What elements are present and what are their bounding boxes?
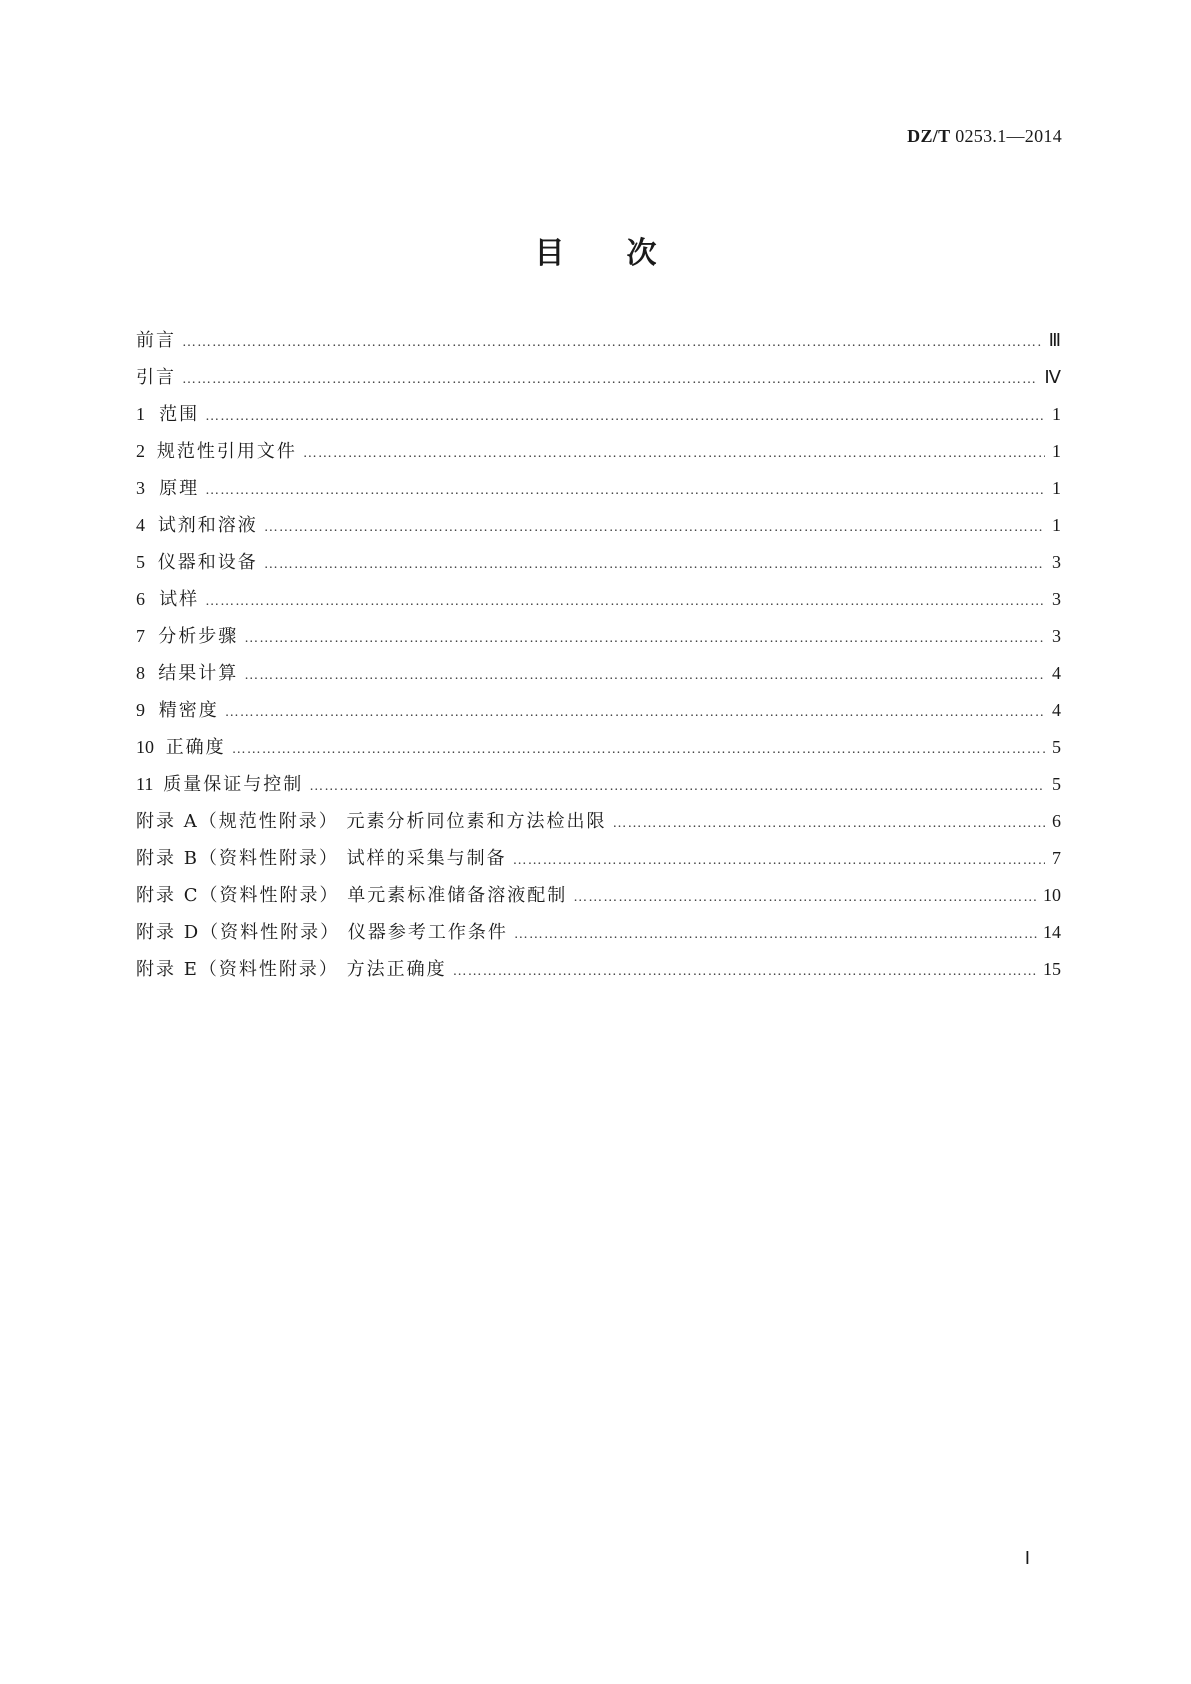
toc-entry-page: 1 (1052, 441, 1061, 461)
toc-entry[interactable] (136, 400, 1061, 437)
toc-entry-label: 附录 B（资料性附录） 试样的采集与制备 (136, 848, 507, 869)
toc-list (136, 326, 1061, 992)
toc-entry[interactable] (136, 363, 1061, 400)
toc-entry-label: 正确度 (165, 737, 226, 758)
toc-entry-page: 1 (1052, 478, 1061, 498)
toc-entry-number: 6 (136, 589, 145, 609)
toc-entry-page: 7 (1052, 848, 1061, 868)
toc-entry-page: 5 (1052, 737, 1061, 757)
toc-dot-leader (513, 853, 1045, 869)
toc-entry[interactable] (136, 918, 1061, 955)
toc-dot-leader (573, 890, 1037, 906)
toc-entry-label: 精密度 (158, 700, 219, 721)
toc-dot-leader (303, 446, 1045, 462)
toc-dot-leader (182, 372, 1038, 388)
toc-entry[interactable] (136, 955, 1061, 992)
toc-entry-number: 8 (136, 663, 145, 683)
toc-entry-page: 6 (1052, 811, 1061, 831)
toc-entry-page: 1 (1052, 515, 1061, 535)
toc-dot-leader (309, 779, 1045, 795)
toc-entry-page: 5 (1052, 774, 1061, 794)
toc-entry[interactable] (136, 511, 1061, 548)
toc-entry-label: 试剂和溶液 (157, 515, 258, 536)
toc-entry-page: 3 (1052, 626, 1061, 646)
toc-entry[interactable] (136, 881, 1061, 918)
toc-entry-label: 引言 (136, 367, 176, 388)
toc-entry-label: 规范性引用文件 (156, 441, 297, 462)
toc-entry-number: 3 (136, 478, 145, 498)
toc-entry-label: 附录 A（规范性附录） 元素分析同位素和方法检出限 (136, 811, 607, 832)
toc-dot-leader (225, 705, 1045, 721)
toc-entry[interactable] (136, 437, 1061, 474)
toc-entry-number: 1 (136, 404, 145, 424)
toc-entry[interactable] (136, 548, 1061, 585)
toc-entry-number: 10 (136, 737, 154, 757)
toc-entry-label: 结果计算 (158, 663, 239, 684)
toc-entry[interactable] (136, 696, 1061, 733)
toc-entry-page: 1 (1052, 404, 1061, 424)
toc-entry-page: Ⅳ (1044, 367, 1061, 387)
toc-entry-number: 9 (136, 700, 145, 720)
toc-entry-label: 附录 C（资料性附录） 单元素标准储备溶液配制 (136, 885, 568, 906)
toc-entry-number: 7 (136, 626, 145, 646)
toc-dot-leader (612, 816, 1045, 832)
toc-entry-label: 附录 E（资料性附录） 方法正确度 (136, 959, 447, 980)
toc-entry-page: 3 (1052, 552, 1061, 572)
toc-entry-label: 原理 (159, 478, 200, 499)
toc-dot-leader (264, 557, 1045, 573)
toc-dot-leader (244, 668, 1045, 684)
toc-dot-leader (514, 927, 1037, 943)
toc-entry-label: 仪器和设备 (157, 552, 258, 573)
toc-entry-label: 范围 (159, 404, 200, 425)
toc-entry-label: 附录 D（资料性附录） 仪器参考工作条件 (136, 922, 508, 943)
toc-entry-page: Ⅲ (1048, 330, 1061, 350)
toc-entry-page: 4 (1052, 700, 1061, 720)
toc-entry[interactable] (136, 585, 1061, 622)
toc-entry[interactable] (136, 770, 1061, 807)
toc-entry-number: 11 (136, 774, 154, 794)
toc-entry-page: 10 (1043, 885, 1061, 905)
toc-entry-label: 前言 (136, 330, 176, 351)
toc-dot-leader (453, 964, 1037, 980)
toc-dot-leader (264, 520, 1045, 536)
toc-dot-leader (205, 594, 1045, 610)
toc-entry-label: 分析步骤 (158, 626, 239, 647)
toc-entry-page: 4 (1052, 663, 1061, 683)
toc-title: 目次 (534, 236, 719, 271)
toc-entry[interactable] (136, 659, 1061, 696)
toc-entry-page: 3 (1052, 589, 1061, 609)
toc-entry[interactable] (136, 622, 1061, 659)
toc-entry-label: 质量保证与控制 (163, 774, 304, 795)
toc-entry[interactable] (136, 733, 1061, 770)
toc-entry-page: 14 (1043, 922, 1061, 942)
toc-entry-number: 4 (136, 515, 145, 535)
toc-entry-page: 15 (1043, 959, 1061, 979)
page-number: Ⅰ (1024, 1548, 1030, 1568)
document-code-number: 0253.1—2014 (950, 126, 1062, 146)
toc-dot-leader (205, 409, 1045, 425)
toc-entry-label: 试样 (159, 589, 200, 610)
toc-dot-leader (182, 335, 1043, 351)
toc-entry-number: 5 (136, 552, 145, 572)
toc-entry[interactable] (136, 326, 1061, 363)
toc-dot-leader (232, 742, 1045, 758)
document-code (907, 126, 1062, 147)
toc-dot-leader (244, 631, 1045, 647)
toc-entry[interactable] (136, 844, 1061, 881)
toc-entry-number: 2 (136, 441, 145, 461)
toc-entry[interactable] (136, 807, 1061, 844)
toc-dot-leader (205, 483, 1045, 499)
toc-entry[interactable] (136, 474, 1061, 511)
document-code-prefix: DZ/T (907, 126, 951, 146)
